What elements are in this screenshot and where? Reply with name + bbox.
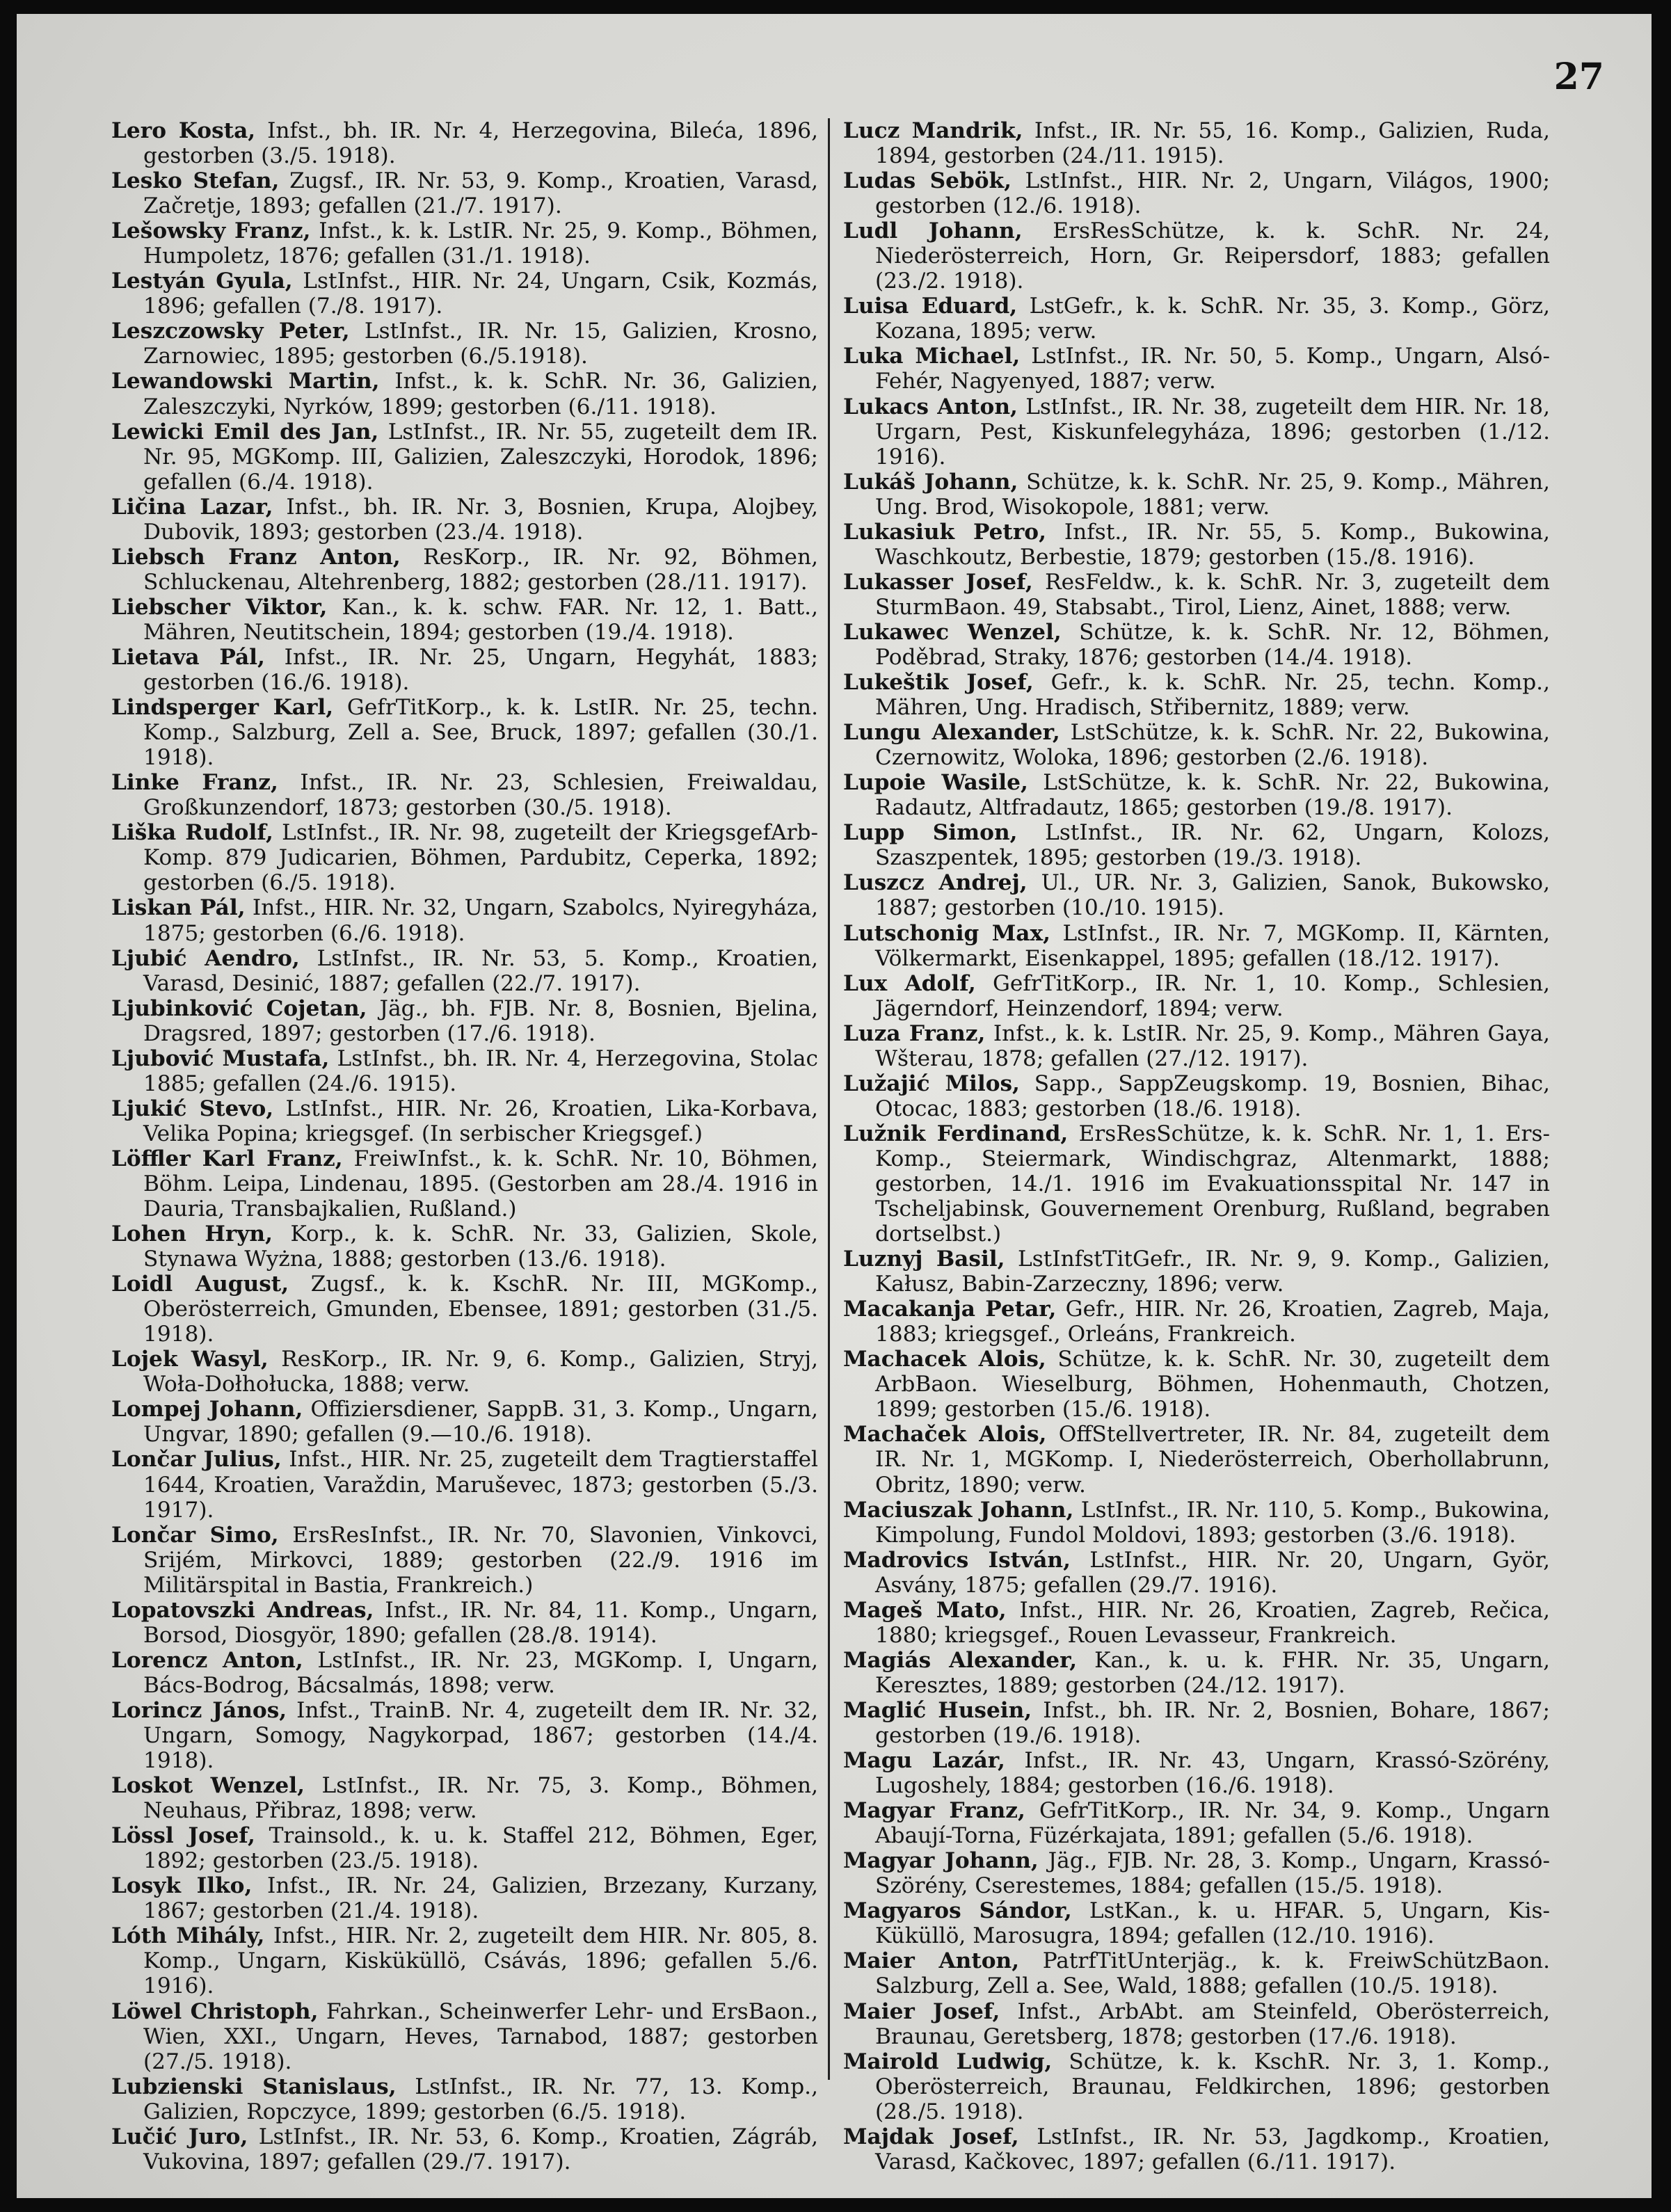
entry-name: Lubzienski Stanislaus,: [111, 2074, 397, 2099]
entry-details: Infst., bh. IR. Nr. 3, Bosnien, Krupa, Alojbey, Dubovik, 1893; gestorben (23./4. 1918).: [143, 494, 818, 545]
list-item: [843, 168, 1550, 218]
entry-name: Lompej Johann,: [111, 1397, 303, 1422]
entry-name: Liška Rudolf,: [111, 820, 273, 846]
list-item: [111, 1397, 818, 1447]
right-column: [843, 118, 1550, 2174]
entry-details: Infst., bh. IR. Nr. 2, Bosnien, Bohare, 1867; gestorben (19./6. 1918).: [875, 1697, 1550, 1748]
list-item: [843, 1848, 1550, 1898]
entry-name: Leszczowsky Peter,: [111, 319, 350, 344]
entry-name: Lungu Alexander,: [843, 720, 1060, 746]
list-item: [843, 1247, 1550, 1297]
left-column: [111, 118, 818, 2174]
list-item: [111, 996, 818, 1046]
entry-details: Infst., IR. Nr. 55, 16. Komp., Galizien, Ruda, 1894, gestorben (24./11. 1915).: [875, 118, 1550, 169]
list-item: [843, 520, 1550, 570]
entry-name: Majdak Josef,: [843, 2124, 1019, 2149]
list-item: [843, 1021, 1550, 1071]
entry-name: Lóth Mihály,: [111, 1923, 265, 1949]
entry-name: Mageš Mato,: [843, 1597, 1007, 1623]
list-item: [111, 545, 818, 595]
list-item: [111, 1221, 818, 1272]
list-item: [843, 394, 1550, 470]
list-item: [111, 1923, 818, 1998]
entry-name: Löwel Christoph,: [111, 1998, 319, 2024]
entry-name: Liebscher Viktor,: [111, 594, 328, 620]
entry-details: Gefr., k. k. SchR. Nr. 25, techn. Komp., Mähren, Ung. Hradisch, Střibernitz, 1889; verw.: [875, 670, 1550, 721]
entry-details: Infst., ArbAbt. am Steinfeld, Oberösterreich, Braunau, Geretsberg, 1878; gestorben (17./6. 1918).: [875, 1998, 1550, 2049]
entry-details: Gefr., HIR. Nr. 26, Kroatien, Zagreb, Maja, 1883; kriegsgef., Orleáns, Frankreich.: [875, 1297, 1550, 1347]
list-item: [843, 294, 1550, 344]
list-item: [111, 1823, 818, 1873]
entry-details: Sapp., SappZeugskomp. 19, Bosnien, Bihac, Otocac, 1883; gestorben (18./6. 1918).: [875, 1071, 1550, 1121]
list-item: [111, 1347, 818, 1397]
entry-details: LstInfst., IR. Nr. 55, zugeteilt dem IR. Nr. 95, MGKomp. III, Galizien, Zaleszczyki, Horodok, 1896; gefallen (6./4. 1918).: [143, 419, 819, 495]
entry-details: LstInfst., IR. Nr. 50, 5. Komp., Ungarn, Alsó-Fehér, Nagyenyed, 1887; verw.: [875, 344, 1550, 394]
list-item: [843, 870, 1550, 920]
entry-name: Lešowsky Franz,: [111, 218, 311, 244]
list-item: [111, 770, 818, 820]
list-item: [843, 1347, 1550, 1422]
list-item: [111, 1873, 818, 1923]
list-item: [843, 1898, 1550, 1948]
entry-details: ResKorp., IR. Nr. 9, 6. Komp., Galizien, Stryj, Woła-Dołhołucka, 1888; verw.: [143, 1347, 819, 1397]
list-item: [111, 895, 818, 945]
entry-name: Lorincz János,: [111, 1697, 287, 1723]
entry-details: Kan., k. k. schw. FAR. Nr. 12, 1. Batt., Mähren, Neutitschein, 1894; gestorben (19./4. 1918).: [143, 594, 819, 645]
entry-details: LstInfst., IR. Nr. 53, Jagdkomp., Kroatien, Varasd, Kačkovec, 1897; gefallen (6./11. 1917).: [875, 2124, 1551, 2174]
entry-name: Magyar Johann,: [843, 1848, 1039, 1874]
entry-name: Lončar Simo,: [111, 1522, 279, 1548]
entry-details: LstInfstTitGefr., IR. Nr. 9, 9. Komp., Galizien, Kałusz, Babin-Zarzeczny, 1896; verw.: [875, 1247, 1550, 1297]
list-item: [111, 1272, 818, 1347]
entry-details: GefrTitKorp., IR. Nr. 34, 9. Komp., Ungarn Abaují-Torna, Füzérkajata, 1891; gefallen (5./6. 1918).: [875, 1798, 1550, 1849]
entry-details: LstInfst., HIR. Nr. 2, Ungarn, Világos, 1900; gestorben (12./6. 1918).: [875, 168, 1550, 219]
list-item: [111, 1648, 818, 1698]
entry-name: Lukeštik Josef,: [843, 670, 1034, 696]
entry-name: Madrovics István,: [843, 1547, 1071, 1573]
entry-name: Lössl Josef,: [111, 1823, 255, 1849]
list-item: [843, 1422, 1550, 1497]
entry-details: LstKan., k. u. HFAR. 5, Ungarn, Kis-Küküllö, Marosugra, 1894; gefallen (12./10. 1916).: [875, 1898, 1550, 1949]
entry-name: Magiás Alexander,: [843, 1647, 1078, 1673]
list-item: [111, 419, 818, 495]
entry-details: Infst., HIR. Nr. 32, Ungarn, Szabolcs, Nyiregyháza, 1875; gestorben (6./6. 1918).: [143, 895, 818, 946]
entry-details: Infst., HIR. Nr. 26, Kroatien, Zagreb, Rečica, 1880; kriegsgef., Rouen Levasseur, Frankreich.: [875, 1597, 1550, 1648]
entry-details: Kan., k. u. k. FHR. Nr. 35, Ungarn, Keresztes, 1889; gestorben (24./12. 1917).: [875, 1647, 1550, 1698]
entry-name: Lohen Hryn,: [111, 1221, 273, 1247]
entry-details: ErsResInfst., IR. Nr. 70, Slavonien, Vinkovci, Srijém, Mirkovci, 1889; gestorben (22./9. 1916 im Militärspital in Bastia, Frankreich.): [143, 1522, 818, 1598]
list-item: [111, 1447, 818, 1522]
entry-details: FreiwInfst., k. k. SchR. Nr. 10, Böhmen, Böhm. Leipa, Lindenau, 1895. (Gestorben am 28./4. 1916 in Dauria, Transbajkalien, Rußland.): [143, 1146, 818, 1222]
entry-name: Lero Kosta,: [111, 118, 256, 143]
entry-name: Ludl Johann,: [843, 218, 1023, 244]
entry-details: Infst., IR. Nr. 43, Ungarn, Krassó-Szörény, Lugoshely, 1884; gestorben (16./6. 1918).: [875, 1748, 1550, 1799]
list-item: [843, 770, 1550, 820]
entry-name: Lorencz Anton,: [111, 1647, 303, 1673]
list-item: [111, 495, 818, 545]
entry-name: Magyaros Sándor,: [843, 1898, 1072, 1924]
entry-name: Lewandowski Martin,: [111, 369, 380, 394]
entry-name: Lukáš Johann,: [843, 469, 1018, 495]
entry-name: Liebsch Franz Anton,: [111, 544, 401, 570]
entry-details: Infst., HIR. Nr. 25, zugeteilt dem Tragtierstaffel 1644, Kroatien, Varaždin, Maruševec, 1873; gestorben (5./3. 1917).: [143, 1447, 819, 1523]
entry-name: Ljubović Mustafa,: [111, 1045, 330, 1071]
entry-name: Lestyán Gyula,: [111, 269, 293, 294]
entry-name: Lužajić Milos,: [843, 1071, 1020, 1096]
list-item: [111, 2074, 818, 2124]
entry-details: LstInfst., IR. Nr. 62, Ungarn, Kolozs, Szaszpentek, 1895; gestorben (19./3. 1918).: [875, 820, 1551, 871]
entry-name: Luszcz Andrej,: [843, 870, 1028, 896]
entry-details: LstSchütze, k. k. SchR. Nr. 22, Bukowina, Radautz, Altfradautz, 1865; gestorben (19./8. 1917).: [875, 770, 1550, 821]
entry-details: Jäg., bh. FJB. Nr. 8, Bosnien, Bjelina, Dragsred, 1897; gestorben (17./6. 1918).: [143, 995, 819, 1046]
entry-details: Fahrkan., Scheinwerfer Lehr- und ErsBaon., Wien, XXI., Ungarn, Heves, Tarnabod, 1887; gestorben (27./5. 1918).: [143, 1998, 818, 2074]
entry-name: Liskan Pál,: [111, 895, 246, 921]
list-item: [843, 1121, 1550, 1247]
entry-details: LstInfst., IR. Nr. 38, zugeteilt dem HIR. Nr. 18, Urgarn, Pest, Kiskunfelegyháza, 1896; gestorben (1./12. 1916).: [875, 394, 1550, 470]
entry-details: Infst., HIR. Nr. 2, zugeteilt dem HIR. Nr. 805, 8. Komp., Ungarn, Kisküküllö, Csávás, 1896; gefallen 5./6. 1916).: [143, 1923, 819, 1999]
entry-details: LstInfst., HIR. Nr. 20, Ungarn, Györ, Asvány, 1875; gefallen (29./7. 1916).: [875, 1547, 1551, 1598]
entry-details: Infst., IR. Nr. 23, Schlesien, Freiwaldau, Großkunzendorf, 1873; gestorben (30./5. 1918).: [143, 770, 818, 821]
entry-details: Infst., k. k. LstIR. Nr. 25, 9. Komp., Mähren Gaya, Wšterau, 1878; gefallen (27./12. 1917).: [875, 1020, 1550, 1071]
entry-name: Magu Lazár,: [843, 1748, 1005, 1774]
entry-name: Linke Franz,: [111, 770, 278, 796]
list-item: [843, 2124, 1550, 2174]
entry-name: Lucz Mandrik,: [843, 118, 1023, 143]
entry-details: Trainsold., k. u. k. Staffel 212, Böhmen, Eger, 1892; gestorben (23./5. 1918).: [143, 1823, 818, 1874]
list-item: [111, 595, 818, 645]
entry-name: Ludas Sebök,: [843, 168, 1012, 194]
list-item: [843, 1999, 1550, 2049]
entry-details: LstInfst., HIR. Nr. 24, Ungarn, Csik, Kozmás, 1896; gefallen (7./8. 1917).: [143, 269, 818, 319]
entry-details: LstInfst., IR. Nr. 7, MGKomp. II, Kärnten, Völkermarkt, Eisenkappel, 1895; gefallen (18./12. 1917).: [875, 920, 1550, 971]
list-item: [843, 921, 1550, 971]
list-item: [843, 670, 1550, 720]
entry-name: Lupp Simon,: [843, 820, 1018, 846]
entry-name: Ljubinković Cojetan,: [111, 995, 367, 1021]
entry-name: Lux Adolf,: [843, 970, 976, 996]
entry-details: Zugsf., IR. Nr. 53, 9. Komp., Kroatien, Varasd, Začretje, 1893; gefallen (21./7. 1917).: [143, 168, 818, 219]
entry-details: LstInfst., IR. Nr. 23, MGKomp. I, Ungarn, Bács-Bodrog, Bácsalmás, 1898; verw.: [143, 1647, 819, 1698]
column-divider: [828, 118, 830, 2080]
list-item: [111, 319, 818, 369]
entry-details: Infst., IR. Nr. 24, Galizien, Brzezany, Kurzany, 1867; gestorben (21./4. 1918).: [143, 1873, 818, 1924]
entry-name: Ljukić Stevo,: [111, 1096, 274, 1121]
list-item: [111, 820, 818, 895]
entry-name: Loidl August,: [111, 1272, 289, 1297]
entry-name: Losyk Ilko,: [111, 1873, 253, 1899]
list-item: [843, 820, 1550, 870]
entry-details: LstInfst., IR. Nr. 77, 13. Komp., Galizien, Ropczyce, 1899; gestorben (6./5. 1918).: [143, 2074, 818, 2124]
entry-details: LstInfst., bh. IR. Nr. 4, Herzegovina, Stolac 1885; gefallen (24./6. 1915).: [143, 1045, 818, 1096]
list-item: [843, 1648, 1550, 1698]
entry-name: Maier Anton,: [843, 1948, 1020, 1974]
list-item: [111, 2124, 818, 2174]
list-item: [111, 369, 818, 419]
entry-name: Lukawec Wenzel,: [843, 619, 1062, 645]
list-item: [843, 720, 1550, 770]
entry-name: Maier Josef,: [843, 1998, 1000, 2024]
entry-details: Ul., UR. Nr. 3, Galizien, Sanok, Bukowsko, 1887; gestorben (10./10. 1915).: [875, 870, 1550, 921]
list-item: [111, 269, 818, 319]
entry-name: Ličina Lazar,: [111, 494, 273, 520]
list-item: [843, 1548, 1550, 1598]
list-item: [843, 620, 1550, 670]
entry-name: Lopatovszki Andreas,: [111, 1597, 374, 1623]
list-item: [111, 1698, 818, 1773]
list-item: [111, 118, 818, 168]
entry-name: Lončar Julius,: [111, 1447, 282, 1473]
entry-name: Ljubić Aendro,: [111, 945, 300, 971]
entry-details: LstInfst., IR. Nr. 110, 5. Komp., Bukowina, Kimpolung, Fundol Moldovi, 1893; gestorben (3./6. 1918).: [875, 1497, 1550, 1548]
entry-details: GefrTitKorp., IR. Nr. 1, 10. Komp., Schlesien, Jägerndorf, Heinzendorf, 1894; verw.: [875, 970, 1550, 1021]
entry-name: Lužnik Ferdinand,: [843, 1121, 1069, 1146]
entry-details: LstGefr., k. k. SchR. Nr. 35, 3. Komp., Görz, Kozana, 1895; verw.: [875, 294, 1550, 344]
list-item: [843, 1948, 1550, 1998]
entry-details: Zugsf., k. k. KschR. Nr. III, MGKomp., Oberösterreich, Gmunden, Ebensee, 1891; gestorben (31./5. 1918).: [143, 1272, 818, 1347]
list-item: [843, 344, 1550, 394]
entry-name: Maglić Husein,: [843, 1697, 1032, 1723]
entry-name: Mairold Ludwig,: [843, 2049, 1053, 2074]
list-item: [843, 570, 1550, 620]
entry-details: Schütze, k. k. SchR. Nr. 25, 9. Komp., Mähren, Ung. Brod, Wisokopole, 1881; verw.: [875, 469, 1550, 520]
list-item: [843, 1071, 1550, 1121]
list-item: [111, 218, 818, 269]
entry-name: Lewicki Emil des Jan,: [111, 419, 379, 444]
list-item: [843, 1798, 1550, 1848]
entry-name: Lutschonig Max,: [843, 920, 1050, 946]
entry-details: Infst., TrainB. Nr. 4, zugeteilt dem IR. Nr. 32, Ungarn, Somogy, Nagykorpad, 1867; gestorben (14./4. 1918).: [143, 1697, 818, 1774]
entry-details: Infst., IR. Nr. 55, 5. Komp., Bukowina, Waschkoutz, Berbestie, 1879; gestorben (15./8. 1916).: [875, 519, 1550, 570]
entry-name: Machacek Alois,: [843, 1347, 1046, 1372]
entry-name: Lupoie Wasile,: [843, 770, 1028, 796]
entry-name: Löffler Karl Franz,: [111, 1146, 343, 1171]
entry-details: LstInfst., IR. Nr. 15, Galizien, Krosno, Zarnowiec, 1895; gestorben (6./5.1918).: [143, 319, 819, 369]
entry-name: Lukasser Josef,: [843, 569, 1033, 595]
list-item: [111, 1146, 818, 1221]
list-item: [843, 470, 1550, 520]
entry-details: Jäg., FJB. Nr. 28, 3. Komp., Ungarn, Krassó-Szörény, Cserestemes, 1884; gefallen (15./5. 1918).: [875, 1848, 1550, 1899]
list-item: [843, 1297, 1550, 1347]
entry-details: LstInfst., IR. Nr. 53, 5. Komp., Kroatien, Varasd, Desinić, 1887; gefallen (22./7. 1917).: [143, 945, 818, 996]
entry-details: ErsResSchütze, k. k. SchR. Nr. 1, 1. Ers-Komp., Steiermark, Windischgraz, Altenmarkt, 1888; gestorben, 14./1. 1916 im Evakuationsspital Nr. 147 in Tscheljabinsk, Gouvernement Orenburg, Rußland, begraben dortselbst.): [875, 1121, 1550, 1247]
entry-name: Luka Michael,: [843, 344, 1021, 369]
entry-name: Macakanja Petar,: [843, 1297, 1057, 1322]
list-item: [843, 118, 1550, 168]
entry-details: Infst., IR. Nr. 84, 11. Komp., Ungarn, Borsod, Diosgyör, 1890; gefallen (28./8. 1914).: [143, 1597, 818, 1648]
entry-details: GefrTitKorp., k. k. LstIR. Nr. 25, techn. Komp., Salzburg, Zell a. See, Bruck, 1897; gefallen (30./1. 1918).: [143, 695, 818, 771]
list-item: [111, 1999, 818, 2074]
entry-details: Infst., k. k. LstIR. Nr. 25, 9. Komp., Böhmen, Humpoletz, 1876; gefallen (31./1. 1918).: [143, 218, 818, 269]
entry-name: Lietava Pál,: [111, 644, 265, 670]
page-number: 27: [1553, 56, 1604, 98]
entry-details: ErsResSchütze, k. k. SchR. Nr. 24, Niederösterreich, Horn, Gr. Reipersdorf, 1883; gefallen (23./2. 1918).: [875, 218, 1550, 294]
scanned-page: [17, 14, 1652, 2198]
entry-name: Magyar Franz,: [843, 1798, 1025, 1824]
list-item: [111, 946, 818, 996]
entry-details: Infst., IR. Nr. 25, Ungarn, Hegyhát, 1883; gestorben (16./6. 1918).: [143, 644, 818, 696]
entry-name: Luisa Eduard,: [843, 294, 1018, 319]
list-item: [111, 1523, 818, 1598]
entry-details: LstInfst., IR. Nr. 98, zugeteilt der KriegsgefArb-Komp. 879 Judicarien, Böhmen, Pardubitz, Ceperka, 1892; gestorben (6./5. 1918).: [143, 820, 818, 896]
entry-name: Lukacs Anton,: [843, 394, 1018, 419]
list-item: [111, 1046, 818, 1096]
list-item: [111, 1598, 818, 1648]
list-item: [843, 971, 1550, 1021]
entry-details: LstSchütze, k. k. SchR. Nr. 22, Bukowina, Czernowitz, Woloka, 1896; gestorben (2./6. 1918).: [875, 720, 1550, 771]
list-item: [843, 218, 1550, 294]
entry-details: Schütze, k. k. SchR. Nr. 30, zugeteilt dem ArbBaon. Wieselburg, Böhmen, Hohenmauth, Chotzen, 1899; gestorben (15./6. 1918).: [875, 1347, 1550, 1422]
entry-details: LstInfst., HIR. Nr. 26, Kroatien, Lika-Korbava, Velika Popina; kriegsgef. (In serbischer Kriegsgef.): [143, 1096, 819, 1146]
list-item: [843, 1698, 1550, 1748]
entry-details: LstInfst., IR. Nr. 53, 6. Komp., Kroatien, Zágráb, Vukovina, 1897; gefallen (29./7. 1917).: [143, 2124, 818, 2174]
entry-name: Luza Franz,: [843, 1020, 986, 1046]
entry-details: Infst., bh. IR. Nr. 4, Herzegovina, Bileća, 1896, gestorben (3./5. 1918).: [143, 118, 818, 169]
entry-name: Loskot Wenzel,: [111, 1773, 305, 1799]
entry-name: Lojek Wasyl,: [111, 1347, 269, 1372]
list-item: [843, 2049, 1550, 2124]
entry-details: Offiziersdiener, SappB. 31, 3. Komp., Ungarn, Ungvar, 1890; gefallen (9.—10./6. 1918).: [143, 1397, 819, 1448]
entry-name: Maciuszak Johann,: [843, 1497, 1074, 1523]
entry-name: Lukasiuk Petro,: [843, 519, 1046, 545]
entry-details: OffStellvertreter, IR. Nr. 84, zugeteilt dem IR. Nr. 1, MGKomp. I, Niederösterreich, Oberhollabrunn, Obritz, 1890; verw.: [875, 1422, 1550, 1498]
entry-name: Machaček Alois,: [843, 1422, 1047, 1448]
list-item: [111, 168, 818, 218]
entry-details: ResFeldw., k. k. SchR. Nr. 3, zugeteilt dem SturmBaon. 49, Stabsabt., Tirol, Lienz, Ainet, 1888; verw.: [875, 569, 1551, 620]
list-item: [111, 1096, 818, 1146]
entry-details: PatrfTitUnterjäg., k. k. FreiwSchützBaon. Salzburg, Zell a. See, Wald, 1888; gefallen (10./5. 1918).: [875, 1948, 1550, 1999]
entry-name: Luznyj Basil,: [843, 1247, 1005, 1272]
entry-name: Lesko Stefan,: [111, 168, 280, 194]
entry-details: ResKorp., IR. Nr. 92, Böhmen, Schluckenau, Altehrenberg, 1882; gestorben (28./11. 1917).: [143, 544, 818, 595]
list-item: [843, 1598, 1550, 1648]
list-item: [111, 645, 818, 695]
list-item: [111, 695, 818, 770]
entry-details: LstInfst., IR. Nr. 75, 3. Komp., Böhmen, Neuhaus, Přibraz, 1898; verw.: [143, 1773, 818, 1824]
entry-details: Schütze, k. k. KschR. Nr. 3, 1. Komp., Oberösterreich, Braunau, Feldkirchen, 1896; gestorben (28./5. 1918).: [875, 2049, 1551, 2124]
entry-details: Infst., k. k. SchR. Nr. 36, Galizien, Zaleszczyki, Nyrków, 1899; gestorben (6./11. 1918).: [143, 369, 819, 419]
entry-details: Korp., k. k. SchR. Nr. 33, Galizien, Skole, Stynawa Wyżna, 1888; gestorben (13./6. 1918).: [143, 1221, 818, 1272]
list-item: [843, 1748, 1550, 1798]
list-item: [111, 1773, 818, 1823]
entry-name: Lučić Juro,: [111, 2124, 248, 2149]
list-item: [843, 1498, 1550, 1548]
entry-details: Schütze, k. k. SchR. Nr. 12, Böhmen, Poděbrad, Straky, 1876; gestorben (14./4. 1918).: [875, 619, 1550, 670]
entry-name: Lindsperger Karl,: [111, 695, 334, 721]
